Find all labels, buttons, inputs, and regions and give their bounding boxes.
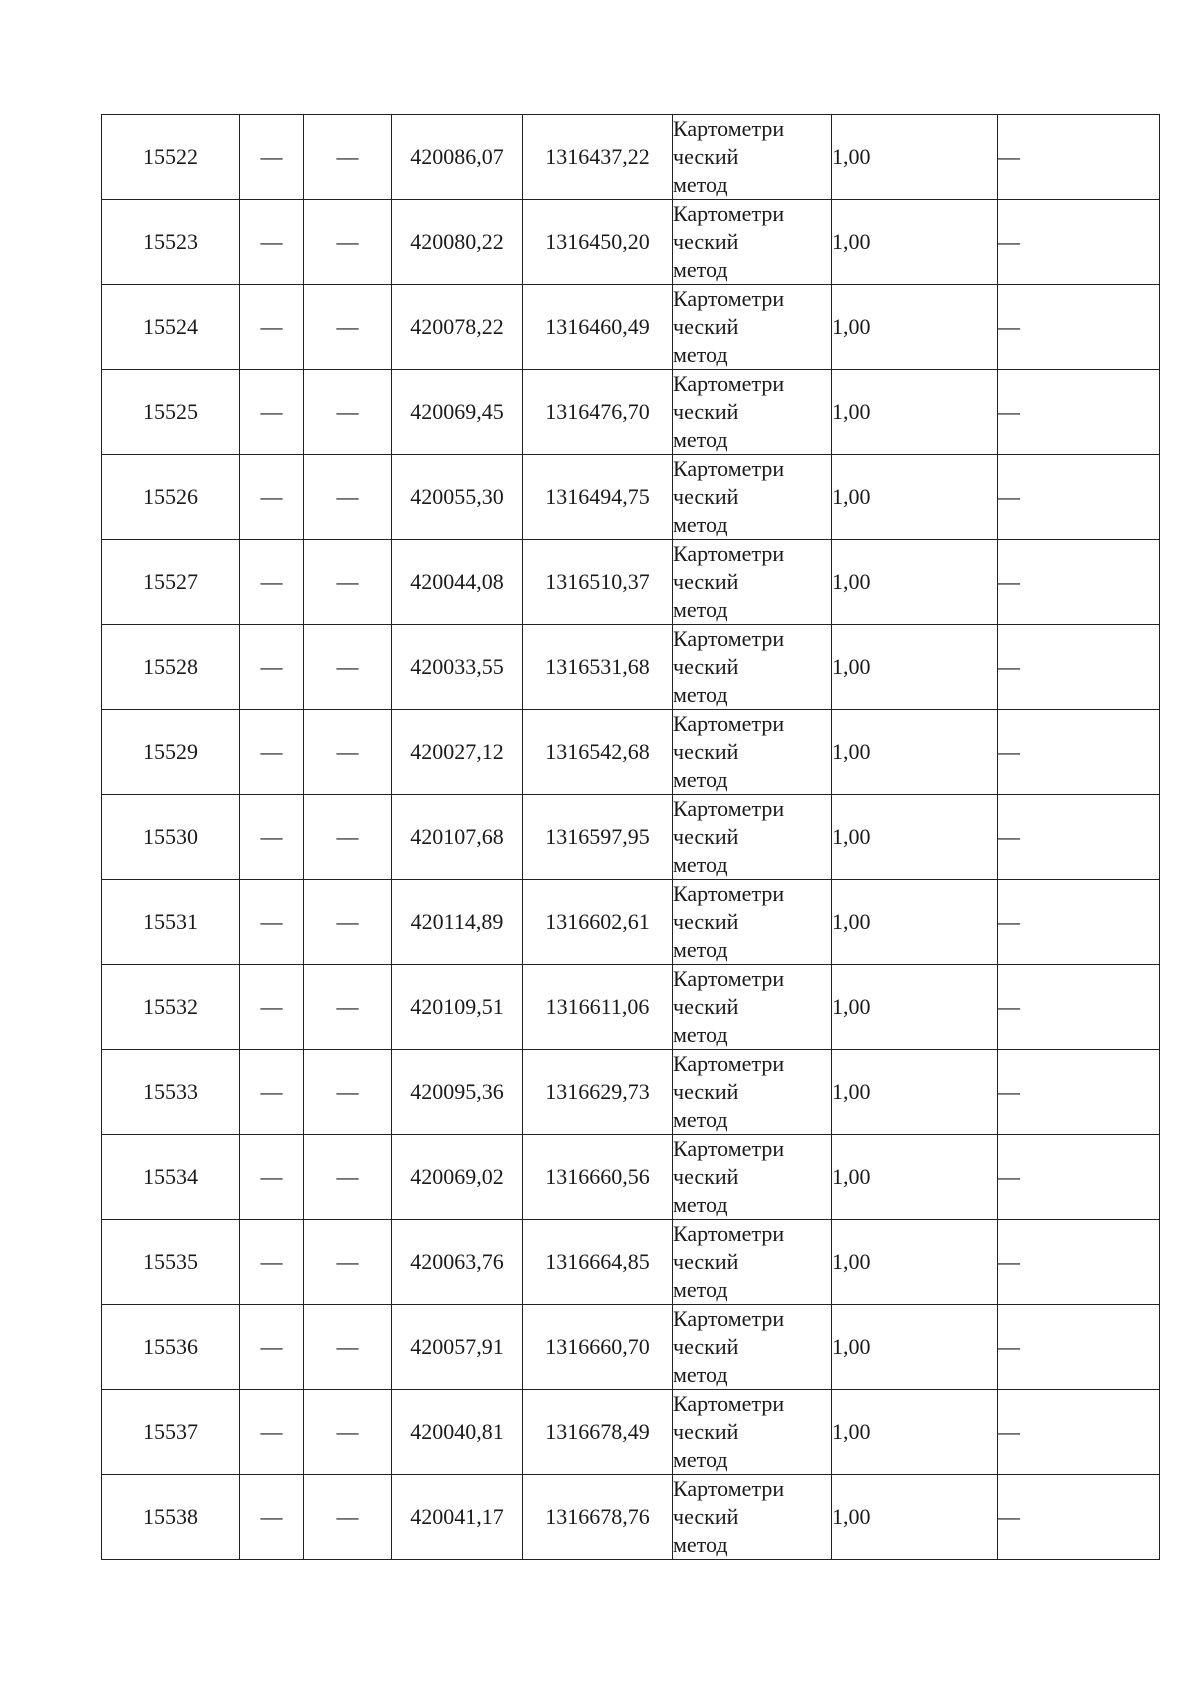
description-cell: — <box>998 1475 1160 1560</box>
description-cell: — <box>998 455 1160 540</box>
old-y-cell: — <box>304 710 392 795</box>
method-text-line: ческий <box>673 1419 739 1444</box>
accuracy-cell: 1,00 <box>832 1390 998 1475</box>
method-cell <box>673 285 832 370</box>
old-x-cell: — <box>240 965 304 1050</box>
x-coordinate-cell: 420069,45 <box>392 370 523 455</box>
point-number-cell: 15531 <box>102 880 240 965</box>
old-x-cell: — <box>240 710 304 795</box>
description-cell: — <box>998 880 1160 965</box>
old-y-cell: — <box>304 965 392 1050</box>
old-x-cell: — <box>240 880 304 965</box>
method-text-line: ческий <box>673 1249 739 1274</box>
method-text-line: Картометри <box>673 966 785 991</box>
y-coordinate-cell: 1316611,06 <box>523 965 673 1050</box>
method-text-line: ческий <box>673 824 739 849</box>
y-coordinate-cell: 1316460,49 <box>523 285 673 370</box>
description-cell: — <box>998 200 1160 285</box>
old-x-cell: — <box>240 1220 304 1305</box>
method-cell <box>673 455 832 540</box>
method-text-line: ческий <box>673 569 739 594</box>
method-text-line: метод <box>673 682 728 707</box>
description-cell: — <box>998 285 1160 370</box>
method-cell <box>673 710 832 795</box>
method-text-line: ческий <box>673 739 739 764</box>
old-x-cell: — <box>240 1305 304 1390</box>
method-cell <box>673 1135 832 1220</box>
table-row <box>102 1390 1160 1475</box>
accuracy-cell: 1,00 <box>832 795 998 880</box>
method-text-line: Картометри <box>673 286 785 311</box>
accuracy-cell: 1,00 <box>832 115 998 200</box>
method-cell <box>673 795 832 880</box>
x-coordinate-cell: 420027,12 <box>392 710 523 795</box>
table-row <box>102 370 1160 455</box>
method-cell <box>673 1050 832 1135</box>
y-coordinate-cell: 1316542,68 <box>523 710 673 795</box>
description-cell: — <box>998 1050 1160 1135</box>
old-x-cell: — <box>240 285 304 370</box>
y-coordinate-cell: 1316664,85 <box>523 1220 673 1305</box>
description-cell: — <box>998 1220 1160 1305</box>
old-y-cell: — <box>304 370 392 455</box>
table-row <box>102 965 1160 1050</box>
y-coordinate-cell: 1316437,22 <box>523 115 673 200</box>
method-text-line: метод <box>673 1362 728 1387</box>
table-row <box>102 200 1160 285</box>
point-number-cell: 15536 <box>102 1305 240 1390</box>
point-number-cell: 15528 <box>102 625 240 710</box>
x-coordinate-cell: 420114,89 <box>392 880 523 965</box>
method-text-line: ческий <box>673 229 739 254</box>
accuracy-cell: 1,00 <box>832 1050 998 1135</box>
method-cell <box>673 1220 832 1305</box>
method-text-line: Картометри <box>673 626 785 651</box>
method-cell <box>673 880 832 965</box>
description-cell: — <box>998 625 1160 710</box>
old-y-cell: — <box>304 1135 392 1220</box>
old-y-cell: — <box>304 625 392 710</box>
description-cell: — <box>998 1305 1160 1390</box>
description-cell: — <box>998 965 1160 1050</box>
old-y-cell: — <box>304 880 392 965</box>
old-y-cell: — <box>304 1390 392 1475</box>
old-y-cell: — <box>304 285 392 370</box>
method-text-line: Картометри <box>673 796 785 821</box>
description-cell: — <box>998 710 1160 795</box>
x-coordinate-cell: 420080,22 <box>392 200 523 285</box>
old-x-cell: — <box>240 1135 304 1220</box>
method-text-line: Картометри <box>673 541 785 566</box>
accuracy-cell: 1,00 <box>832 1220 998 1305</box>
method-text-line: метод <box>673 1532 728 1557</box>
old-x-cell: — <box>240 370 304 455</box>
method-text-line: ческий <box>673 1079 739 1104</box>
old-y-cell: — <box>304 1220 392 1305</box>
table-row <box>102 455 1160 540</box>
old-y-cell: — <box>304 795 392 880</box>
point-number-cell: 15522 <box>102 115 240 200</box>
method-text-line: Картометри <box>673 1051 785 1076</box>
y-coordinate-cell: 1316660,56 <box>523 1135 673 1220</box>
old-y-cell: — <box>304 1475 392 1560</box>
method-text-line: Картометри <box>673 1306 785 1331</box>
description-cell: — <box>998 1135 1160 1220</box>
method-cell <box>673 1475 832 1560</box>
x-coordinate-cell: 420095,36 <box>392 1050 523 1135</box>
y-coordinate-cell: 1316678,49 <box>523 1390 673 1475</box>
method-text-line: метод <box>673 1022 728 1047</box>
x-coordinate-cell: 420033,55 <box>392 625 523 710</box>
method-text-line: ческий <box>673 144 739 169</box>
table-row <box>102 1475 1160 1560</box>
old-x-cell: — <box>240 540 304 625</box>
point-number-cell: 15535 <box>102 1220 240 1305</box>
old-x-cell: — <box>240 200 304 285</box>
description-cell: — <box>998 540 1160 625</box>
description-cell: — <box>998 1390 1160 1475</box>
x-coordinate-cell: 420069,02 <box>392 1135 523 1220</box>
point-number-cell: 15530 <box>102 795 240 880</box>
point-number-cell: 15534 <box>102 1135 240 1220</box>
y-coordinate-cell: 1316510,37 <box>523 540 673 625</box>
point-number-cell: 15525 <box>102 370 240 455</box>
x-coordinate-cell: 420044,08 <box>392 540 523 625</box>
method-text-line: Картометри <box>673 456 785 481</box>
description-cell: — <box>998 115 1160 200</box>
method-text-line: метод <box>673 427 728 452</box>
old-x-cell: — <box>240 115 304 200</box>
old-x-cell: — <box>240 1475 304 1560</box>
point-number-cell: 15532 <box>102 965 240 1050</box>
x-coordinate-cell: 420041,17 <box>392 1475 523 1560</box>
x-coordinate-cell: 420109,51 <box>392 965 523 1050</box>
method-text-line: Картометри <box>673 116 785 141</box>
accuracy-cell: 1,00 <box>832 1305 998 1390</box>
old-x-cell: — <box>240 455 304 540</box>
method-text-line: ческий <box>673 1164 739 1189</box>
method-cell <box>673 115 832 200</box>
table-row <box>102 1220 1160 1305</box>
method-text-line: Картометри <box>673 1391 785 1416</box>
coordinates-table <box>101 114 1160 1560</box>
method-text-line: Картометри <box>673 881 785 906</box>
x-coordinate-cell: 420057,91 <box>392 1305 523 1390</box>
method-cell <box>673 1305 832 1390</box>
x-coordinate-cell: 420086,07 <box>392 115 523 200</box>
point-number-cell: 15537 <box>102 1390 240 1475</box>
table-row <box>102 1305 1160 1390</box>
method-text-line: Картометри <box>673 1136 785 1161</box>
accuracy-cell: 1,00 <box>832 1135 998 1220</box>
method-text-line: метод <box>673 1277 728 1302</box>
method-text-line: Картометри <box>673 371 785 396</box>
table-row <box>102 880 1160 965</box>
old-y-cell: — <box>304 540 392 625</box>
old-y-cell: — <box>304 1050 392 1135</box>
old-y-cell: — <box>304 200 392 285</box>
accuracy-cell: 1,00 <box>832 540 998 625</box>
method-cell <box>673 965 832 1050</box>
point-number-cell: 15529 <box>102 710 240 795</box>
method-cell <box>673 540 832 625</box>
accuracy-cell: 1,00 <box>832 880 998 965</box>
table-row <box>102 285 1160 370</box>
table-row <box>102 1050 1160 1135</box>
description-cell: — <box>998 795 1160 880</box>
method-text-line: метод <box>673 937 728 962</box>
table-row <box>102 1135 1160 1220</box>
old-y-cell: — <box>304 455 392 540</box>
table-body <box>102 115 1160 1560</box>
method-text-line: ческий <box>673 1334 739 1359</box>
method-text-line: метод <box>673 852 728 877</box>
accuracy-cell: 1,00 <box>832 625 998 710</box>
accuracy-cell: 1,00 <box>832 455 998 540</box>
y-coordinate-cell: 1316660,70 <box>523 1305 673 1390</box>
method-text-line: ческий <box>673 994 739 1019</box>
method-text-line: ческий <box>673 314 739 339</box>
method-text-line: Картометри <box>673 1476 785 1501</box>
x-coordinate-cell: 420040,81 <box>392 1390 523 1475</box>
old-x-cell: — <box>240 1390 304 1475</box>
y-coordinate-cell: 1316476,70 <box>523 370 673 455</box>
method-cell <box>673 370 832 455</box>
point-number-cell: 15527 <box>102 540 240 625</box>
y-coordinate-cell: 1316629,73 <box>523 1050 673 1135</box>
method-text-line: Картометри <box>673 201 785 226</box>
method-text-line: метод <box>673 342 728 367</box>
description-cell: — <box>998 370 1160 455</box>
point-number-cell: 15524 <box>102 285 240 370</box>
y-coordinate-cell: 1316450,20 <box>523 200 673 285</box>
y-coordinate-cell: 1316597,95 <box>523 795 673 880</box>
method-text-line: Картометри <box>673 1221 785 1246</box>
x-coordinate-cell: 420063,76 <box>392 1220 523 1305</box>
old-y-cell: — <box>304 115 392 200</box>
point-number-cell: 15526 <box>102 455 240 540</box>
accuracy-cell: 1,00 <box>832 1475 998 1560</box>
y-coordinate-cell: 1316531,68 <box>523 625 673 710</box>
accuracy-cell: 1,00 <box>832 965 998 1050</box>
x-coordinate-cell: 420055,30 <box>392 455 523 540</box>
x-coordinate-cell: 420107,68 <box>392 795 523 880</box>
table-row <box>102 710 1160 795</box>
point-number-cell: 15533 <box>102 1050 240 1135</box>
old-y-cell: — <box>304 1305 392 1390</box>
old-x-cell: — <box>240 795 304 880</box>
method-text-line: метод <box>673 257 728 282</box>
method-text-line: ческий <box>673 484 739 509</box>
y-coordinate-cell: 1316678,76 <box>523 1475 673 1560</box>
method-cell <box>673 625 832 710</box>
method-text-line: метод <box>673 1447 728 1472</box>
method-text-line: метод <box>673 1192 728 1217</box>
method-text-line: метод <box>673 597 728 622</box>
table-row <box>102 540 1160 625</box>
accuracy-cell: 1,00 <box>832 285 998 370</box>
method-text-line: ческий <box>673 654 739 679</box>
method-text-line: ческий <box>673 909 739 934</box>
old-x-cell: — <box>240 625 304 710</box>
method-text-line: ческий <box>673 1504 739 1529</box>
table-row <box>102 625 1160 710</box>
table-row <box>102 795 1160 880</box>
method-cell <box>673 1390 832 1475</box>
method-text-line: метод <box>673 172 728 197</box>
method-text-line: метод <box>673 512 728 537</box>
method-text-line: ческий <box>673 399 739 424</box>
method-text-line: метод <box>673 1107 728 1132</box>
method-text-line: метод <box>673 767 728 792</box>
point-number-cell: 15523 <box>102 200 240 285</box>
accuracy-cell: 1,00 <box>832 710 998 795</box>
table-row <box>102 115 1160 200</box>
x-coordinate-cell: 420078,22 <box>392 285 523 370</box>
accuracy-cell: 1,00 <box>832 200 998 285</box>
accuracy-cell: 1,00 <box>832 370 998 455</box>
method-text-line: Картометри <box>673 711 785 736</box>
method-cell <box>673 200 832 285</box>
y-coordinate-cell: 1316602,61 <box>523 880 673 965</box>
y-coordinate-cell: 1316494,75 <box>523 455 673 540</box>
old-x-cell: — <box>240 1050 304 1135</box>
point-number-cell: 15538 <box>102 1475 240 1560</box>
